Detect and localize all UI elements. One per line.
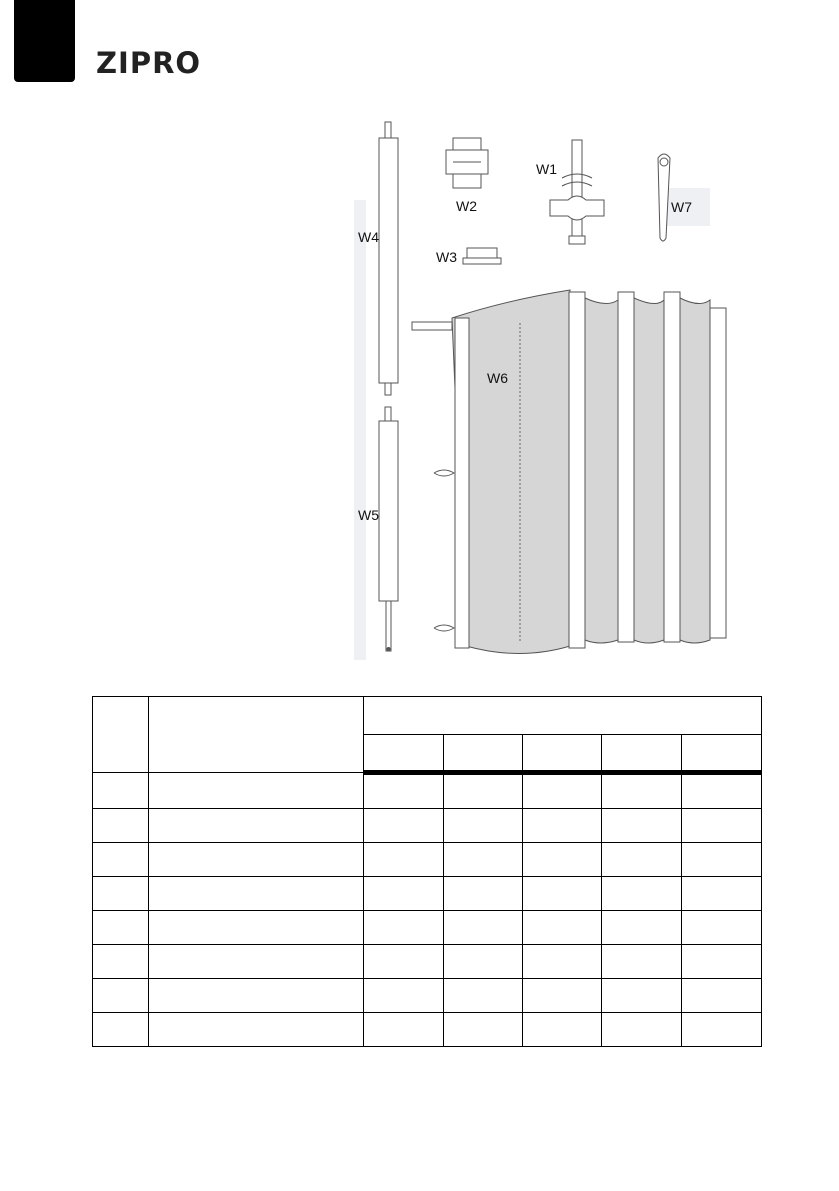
table-row: [93, 877, 762, 911]
table-cell: [364, 1013, 444, 1047]
table-cell: [523, 843, 602, 877]
table-cell: [93, 877, 149, 911]
table-cell: [682, 809, 762, 843]
table-header-row: [93, 697, 762, 735]
table-cell: [149, 979, 364, 1013]
subheader-cell: [444, 735, 523, 773]
label-w1: W1: [536, 161, 557, 177]
table-cell: [523, 1013, 602, 1047]
table-cell: [444, 809, 523, 843]
table-cell: [602, 945, 682, 979]
table-cell: [523, 979, 602, 1013]
table-cell: [602, 843, 682, 877]
table-row: [93, 945, 762, 979]
table-cell: [364, 773, 444, 809]
label-w2: W2: [456, 198, 477, 214]
part-w7-wrench: [658, 154, 710, 241]
subheader-cell: [682, 735, 762, 773]
table-cell: [93, 843, 149, 877]
table-cell: [364, 809, 444, 843]
parts-table: [92, 696, 762, 1047]
subheader-cell: [364, 735, 444, 773]
table-cell: [93, 911, 149, 945]
table-cell: [682, 877, 762, 911]
part-w6-net: [412, 290, 726, 654]
header-number: [93, 697, 149, 773]
table-cell: [444, 911, 523, 945]
page-corner-tab: [14, 0, 75, 82]
part-w1-bolt: [550, 140, 604, 244]
part-w3-cap: [463, 248, 501, 264]
table-cell: [364, 877, 444, 911]
table-cell: [444, 773, 523, 809]
table-cell: [523, 877, 602, 911]
table-cell: [602, 877, 682, 911]
table-cell: [364, 911, 444, 945]
table-cell: [93, 773, 149, 809]
label-w5: W5: [358, 507, 379, 523]
table-cell: [444, 843, 523, 877]
label-w4: W4: [358, 229, 379, 245]
table-cell: [93, 979, 149, 1013]
table-cell: [149, 877, 364, 911]
table-cell: [93, 1013, 149, 1047]
table-cell: [682, 911, 762, 945]
table-cell: [364, 945, 444, 979]
label-w7: W7: [671, 199, 692, 215]
part-w5-pole: [379, 407, 398, 651]
table-cell: [523, 945, 602, 979]
table-cell: [93, 945, 149, 979]
subheader-cell: [602, 735, 682, 773]
table-row: [93, 979, 762, 1013]
table-cell: [444, 1013, 523, 1047]
brand-logo: ZIPRO: [96, 46, 202, 80]
subheader-cell: [523, 735, 602, 773]
table-row: [93, 911, 762, 945]
table-cell: [682, 843, 762, 877]
table-cell: [364, 979, 444, 1013]
table-row: [93, 1013, 762, 1047]
table-cell: [149, 773, 364, 809]
table-cell: [523, 773, 602, 809]
table-cell: [602, 979, 682, 1013]
table-cell: [444, 979, 523, 1013]
table-cell: [444, 945, 523, 979]
table-row: [93, 809, 762, 843]
table-cell: [602, 809, 682, 843]
header-description: [149, 697, 364, 773]
header-group: [364, 697, 762, 735]
parts-diagram: [340, 118, 760, 683]
table-cell: [682, 945, 762, 979]
table-cell: [149, 809, 364, 843]
table-cell: [682, 1013, 762, 1047]
table-body: [93, 773, 762, 1047]
table-cell: [602, 911, 682, 945]
table-cell: [149, 1013, 364, 1047]
label-w3: W3: [436, 249, 457, 265]
table-row: [93, 773, 762, 809]
table-cell: [523, 809, 602, 843]
table-cell: [149, 911, 364, 945]
table-row: [93, 843, 762, 877]
table-cell: [149, 843, 364, 877]
table-cell: [149, 945, 364, 979]
table-cell: [364, 843, 444, 877]
table-cell: [682, 979, 762, 1013]
table-cell: [602, 1013, 682, 1047]
part-w2-connector: [446, 138, 488, 188]
label-w6: W6: [487, 370, 508, 386]
table-cell: [602, 773, 682, 809]
table-cell: [682, 773, 762, 809]
table-cell: [523, 911, 602, 945]
table-cell: [444, 877, 523, 911]
table-cell: [93, 809, 149, 843]
